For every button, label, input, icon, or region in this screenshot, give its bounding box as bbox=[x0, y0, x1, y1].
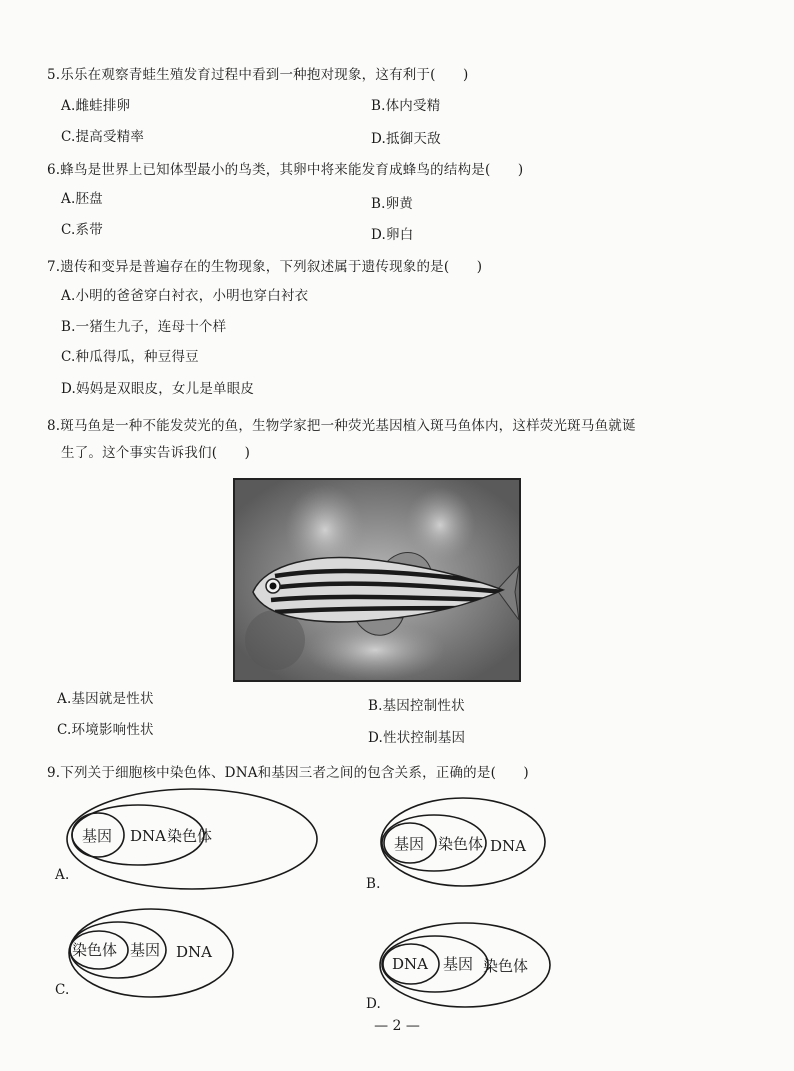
q9-option-b-diagram[interactable] bbox=[378, 795, 558, 895]
q9-b-middle-label: 染色体 bbox=[438, 835, 484, 853]
q9-a-outer-label: 染色体 bbox=[167, 827, 213, 845]
zebrafish-illustration bbox=[235, 480, 519, 680]
q9-option-a-label[interactable]: A. bbox=[55, 867, 70, 883]
q9-option-b-label[interactable]: B. bbox=[366, 876, 381, 892]
q5-option-c[interactable]: C.提高受精率 bbox=[61, 129, 145, 145]
q8-stem-line1: 8.斑马鱼是一种不能发荧光的鱼，生物学家把一种荧光基因植入斑马鱼体内，这样荧光斑马鱼就诞 bbox=[47, 418, 636, 434]
q7-option-b[interactable]: B.一猪生九子，连母十个样 bbox=[61, 319, 227, 335]
q9-c-inner-label: 染色体 bbox=[72, 941, 118, 959]
q8-option-c[interactable]: C.环境影响性状 bbox=[57, 722, 154, 738]
q8-stem-line2: 生了。这个事实告诉我们( ) bbox=[61, 445, 251, 461]
q9-option-c-label[interactable]: C. bbox=[55, 982, 70, 998]
page-number: — 2 — bbox=[374, 1018, 420, 1034]
q7-option-d[interactable]: D.妈妈是双眼皮，女儿是单眼皮 bbox=[61, 381, 255, 397]
q7-stem: 7.遗传和变异是普遍存在的生物现象，下列叙述属于遗传现象的是( ) bbox=[47, 259, 483, 275]
zebrafish-photo bbox=[233, 478, 521, 682]
q8-option-a[interactable]: A.基因就是性状 bbox=[57, 691, 154, 707]
q9-option-a-diagram[interactable] bbox=[60, 785, 330, 895]
q5-option-d[interactable]: D.抵御天敌 bbox=[371, 131, 441, 147]
q9-option-d-diagram[interactable] bbox=[378, 915, 558, 1015]
q6-option-a[interactable]: A.胚盘 bbox=[61, 191, 103, 207]
q6-option-b[interactable]: B.卵黄 bbox=[371, 196, 414, 212]
q5-stem: 5.乐乐在观察青蛙生殖发育过程中看到一种抱对现象，这有利于( ) bbox=[47, 67, 469, 83]
q6-option-c[interactable]: C.系带 bbox=[61, 222, 103, 238]
q9-stem: 9.下列关于细胞核中染色体、DNA和基因三者之间的包含关系，正确的是( ) bbox=[47, 765, 529, 781]
q9-a-middle-label: DNA bbox=[130, 827, 166, 845]
q9-b-inner-label: 基因 bbox=[394, 835, 425, 853]
q5-option-b[interactable]: B.体内受精 bbox=[371, 98, 441, 114]
q9-c-middle-label: 基因 bbox=[130, 941, 161, 959]
q9-option-d-label[interactable]: D. bbox=[366, 996, 382, 1012]
q6-option-d[interactable]: D.卵白 bbox=[371, 227, 414, 243]
q7-option-c[interactable]: C.种瓜得瓜，种豆得豆 bbox=[61, 349, 199, 365]
q7-option-a[interactable]: A.小明的爸爸穿白衬衣，小明也穿白衬衣 bbox=[61, 288, 309, 304]
q9-d-middle-label: 基因 bbox=[443, 955, 474, 973]
q9-d-inner-label: DNA bbox=[392, 955, 428, 973]
q9-option-c-diagram[interactable] bbox=[66, 905, 242, 1005]
q5-option-a[interactable]: A.雌蛙排卵 bbox=[61, 98, 131, 114]
q9-c-outer-label: DNA bbox=[176, 943, 212, 961]
q9-b-outer-label: DNA bbox=[490, 837, 526, 855]
q6-stem: 6.蜂鸟是世界上已知体型最小的鸟类，其卵中将来能发育成蜂鸟的结构是( ) bbox=[47, 162, 524, 178]
q9-a-inner-label: 基因 bbox=[82, 827, 113, 845]
q8-option-b[interactable]: B.基因控制性状 bbox=[368, 698, 465, 714]
q8-option-d[interactable]: D.性状控制基因 bbox=[368, 730, 466, 746]
q9-d-outer-label: 染色体 bbox=[483, 957, 529, 975]
